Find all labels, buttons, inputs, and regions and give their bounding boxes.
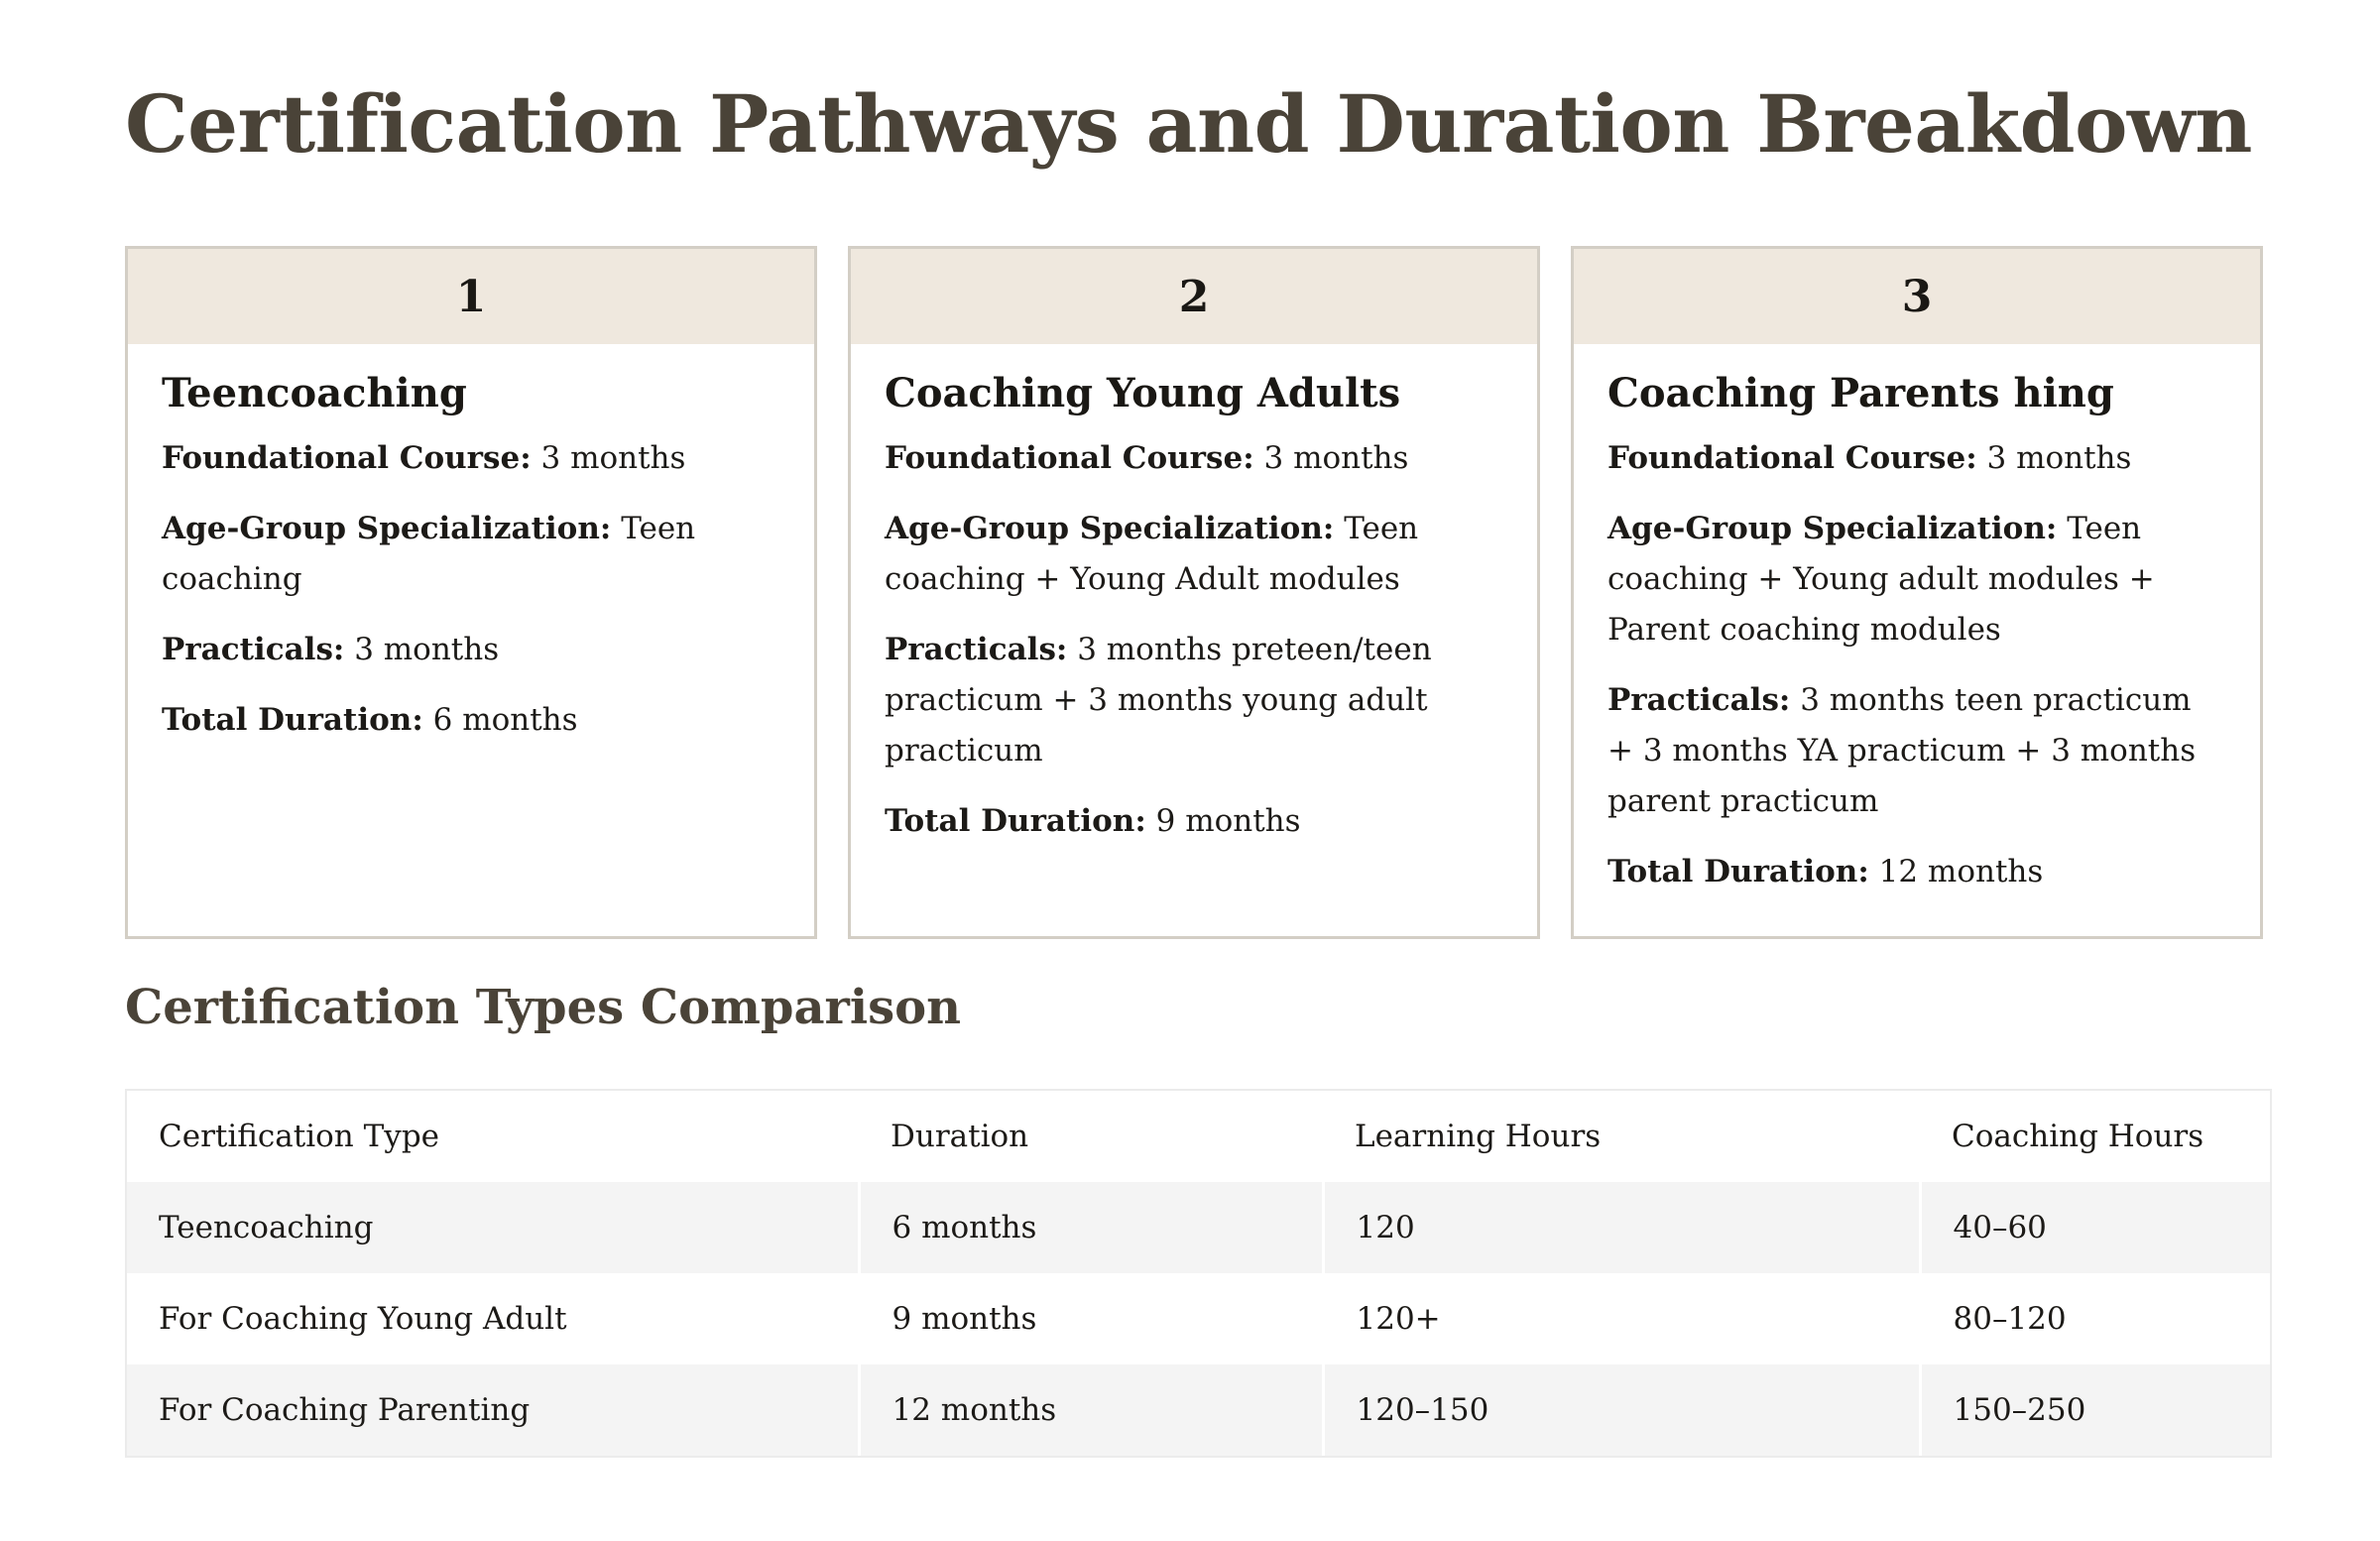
card-row-total (1607, 847, 2226, 897)
card-row-specialization (162, 504, 780, 605)
card-row-specialization (885, 504, 1503, 605)
pathway-card-2 (848, 246, 1540, 939)
table-cell: 40–60 (1920, 1182, 2270, 1273)
row-label: Total Duration: (885, 803, 1146, 839)
table-cell: 6 months (859, 1182, 1323, 1273)
row-value: 3 months (1263, 440, 1409, 476)
card-number: 1 (128, 249, 814, 344)
comparison-table (125, 1089, 2272, 1458)
table-cell: 120+ (1323, 1273, 1920, 1364)
row-value: 3 months (1986, 440, 2132, 476)
row-value: 6 months (432, 702, 578, 738)
comparison-title: Certification Types Comparison (125, 980, 961, 1035)
card-title: Coaching Young Adults (885, 370, 1401, 416)
table-cell: 12 months (859, 1364, 1323, 1456)
row-value: 3 months preteen/teen practicum + 3 months young adult practicum (885, 632, 1432, 769)
row-label: Foundational Course: (885, 440, 1254, 476)
table-cell: 9 months (859, 1273, 1323, 1364)
card-row-foundational (162, 433, 780, 484)
row-label: Age-Group Specialization: (1607, 511, 2058, 546)
row-label: Practicals: (162, 632, 345, 667)
card-row-specialization (1607, 504, 2226, 655)
column-header: Coaching Hours (1952, 1119, 2204, 1154)
card-title: Teencoaching (162, 370, 467, 416)
table-cell: 120 (1323, 1182, 1920, 1273)
pathway-card-3 (1571, 246, 2263, 939)
pathway-card-1 (125, 246, 817, 939)
row-label: Practicals: (885, 632, 1068, 667)
card-number: 2 (851, 249, 1537, 344)
row-value: 3 months teen practicum + 3 months YA practicum + 3 months parent practicum (1607, 682, 2197, 819)
row-label: Age-Group Specialization: (885, 511, 1335, 546)
table-cell: 80–120 (1920, 1273, 2270, 1364)
card-row-total (162, 695, 780, 746)
row-label: Foundational Course: (162, 440, 532, 476)
row-value: 9 months (1155, 803, 1301, 839)
row-label: Total Duration: (162, 702, 423, 738)
card-title: Coaching Parents hing (1607, 370, 2114, 416)
card-row-practicals (1607, 675, 2226, 827)
table-cell: For Coaching Parenting (127, 1364, 859, 1456)
row-value: 12 months (1878, 854, 2044, 889)
column-header: Learning Hours (1355, 1119, 1602, 1154)
row-value: 3 months (540, 440, 686, 476)
page-title: Certification Pathways and Duration Breakdown (125, 77, 2252, 171)
card-number: 3 (1574, 249, 2260, 344)
row-value: 3 months (354, 632, 500, 667)
row-value: Teen coaching + Young Adult modules (885, 511, 1419, 597)
column-header: Duration (891, 1119, 1029, 1154)
card-row-practicals (162, 625, 780, 675)
table-row (127, 1364, 2270, 1456)
row-label: Age-Group Specialization: (162, 511, 612, 546)
card-row-total (885, 796, 1503, 847)
row-value: Teen coaching (162, 511, 696, 597)
column-header: Certification Type (159, 1119, 440, 1154)
row-label: Foundational Course: (1607, 440, 1977, 476)
row-value: Teen coaching + Young adult modules + Parent coaching modules (1607, 511, 2155, 648)
row-label: Total Duration: (1607, 854, 1869, 889)
card-row-foundational (1607, 433, 2226, 484)
table-cell: 120–150 (1323, 1364, 1920, 1456)
table-row (127, 1182, 2270, 1273)
table-cell: 150–250 (1920, 1364, 2270, 1456)
row-label: Practicals: (1607, 682, 1791, 718)
table-header-row (127, 1091, 2270, 1182)
table-row (127, 1273, 2270, 1364)
pathway-cards (125, 246, 2268, 939)
card-row-foundational (885, 433, 1503, 484)
table-cell: For Coaching Young Adult (159, 1301, 567, 1337)
card-row-practicals (885, 625, 1503, 776)
table-cell: Teencoaching (127, 1182, 859, 1273)
